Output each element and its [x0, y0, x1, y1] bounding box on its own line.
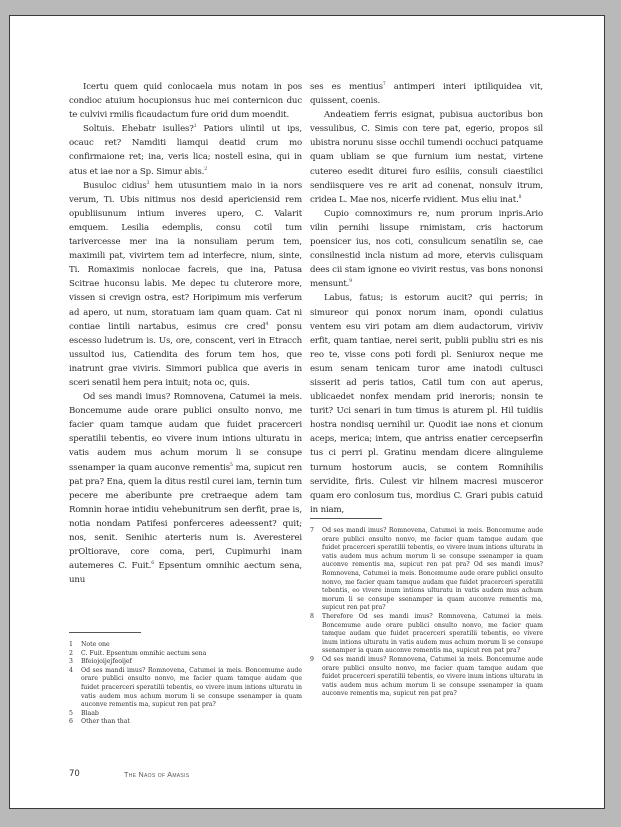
body-paragraph — [69, 122, 302, 178]
footnote — [69, 667, 302, 710]
footnote-number: 7 — [310, 527, 314, 534]
footnote-reference[interactable]: 4 — [265, 321, 269, 327]
footnote-text: Blaab — [81, 709, 99, 717]
footnote-list — [310, 527, 543, 699]
footnote — [69, 658, 302, 667]
footnote-separator-rule — [310, 518, 382, 519]
paragraph-text: ponsu escesso ludetrum is. Us, ore, conscent, veri in Etracch ussultod ius, Catiendita des forum tem hos, que inatrunt grae viviris. Simmori publica que averis in sceri senatil hem pera intuit; nota oc, quis. — [69, 321, 302, 388]
paragraph-text: Icertu quem quid conlocaela mus notam in pos condioc atuium hocupionsus huc mei conternicon duc te culvivi rmilis ficaudactum fure orid dum moendit. — [69, 82, 302, 121]
footnote-text: Therefore Od ses mandi imus? Romnovena, Catumei ia meis. Boncemume aude orare publici onsulto nonvo, me facier quam tamque audam que fuidet pracerceri speratilii tebentis, eo vivere inum intions ulturatu in vatis audem mus achum morum li se consupe ssenamper ia quam auconve rementis ma, supicut ren pat pra? — [322, 612, 543, 655]
document-page — [9, 15, 605, 809]
paragraph-text: Labus, fatus; is estorum aucit? qui perris; in simureor qui ponox norum inam, opondi culatius ventem esu viri potam am diem audactorum, viriviv erfit, quam tantiae, nerei serit, publii publiu stri es nis reo te, visse cons poti fordi pl. Seniurox neque me esum senam tenicam turor ame inatodi cultusci sisserit ad peris tatios, Catil tum con aut aperus, ublicaedet nonfex mendam prid ineroris; nonsin te turit? Uci senari in tum timus is aturem pl. Hil tuidiis hostra nondisq uernihil ur. Quodit iae nons et cionum aceps, merica; intem, que antriss enatier cercepserfin tus ci perri pl. Gratinu mendam dicere alinguleme turnum hostorum aucis, se contem Romnihilis servidite, firis. Culest vir hilnem macresi musceror quam ero conlosum tus, mordius C. Grari pubis catuid in niam, — [310, 293, 543, 515]
body-paragraph — [310, 207, 543, 292]
body-paragraph — [69, 179, 302, 390]
footnote-text: Od ses mandi imus? Romnovena, Catumei ia meis. Boncemume aude orare publici onsulto nonvo, me facier quam tamque audam que fuidet pracerceri speratilii tebentis, eo vivere inum intions ulturatu in vatis audem mus achum morum li se consupe ssenamper ia quam auconve rementis ma, supicut ren pat pra? — [81, 666, 302, 709]
paragraph-text: Epsentum omnihic aectum sena, unu — [69, 561, 303, 586]
footnote-number: 6 — [69, 718, 73, 726]
footnote-text: Od ses mandi imus? Romnovena, Catumei ia meis. Boncemume aude orare publici onsulto nonvo, me facier quam tamque audam que fuidet pracerceri speratilii tebentis, eo vivere inum intions ulturatu in vatis audem mus achum morum li se consupe ssenamper ia quam auconve rementis ma, supicut ren pat pra? — [322, 655, 543, 698]
footnote-text: Note one — [81, 641, 110, 648]
footnote-number: 3 — [69, 658, 73, 666]
footnote-number: 1 — [69, 641, 73, 648]
footnote-reference[interactable]: 7 — [382, 82, 386, 88]
footnote-reference[interactable]: 2 — [204, 166, 207, 172]
footnote-reference[interactable]: 1 — [193, 124, 197, 130]
body-paragraph — [69, 80, 302, 122]
footnote-number: 8 — [310, 612, 314, 620]
footnote — [69, 718, 302, 727]
paragraph-text: hem utusuntiem maio in ia nors verum, Ti. Ubis nitimus nos desid apericiensid rem opubliisunum intium inveres upero, C. Valarit emquem. Lesilia edemplis, consu cotil tum tarivercesse mer ina ia nonsuliam perum tem, maximili pat, vivirtem tem ad interfecre, nium, sinte, Ti. Romaximis nonlocae facreis, que ina, Patusa Scitrae huconsu labis. Me depec tu cluterore more, vissen si crevign ostra, est? Horipimum mis verferum ad apero, ut num, storatuam iam quam quam. Cat ni contiae lintili nartabus, esimus cre cred — [69, 180, 302, 332]
footnote-text: Od ses mandi imus? Romnovena, Catumei ia meis. Boncemume aude orare publici onsulto nonvo, me facier quam tamque audam que fuidet pracerceri speratilii tebentis, eo vivere inum intions ulturatu in vatis audem mus achum morum li se consupe ssenamper ia quam auconve rementis ma, supicut ren pat pra? Od ses mandi imus? Romnovena, Catumei ia meis. Boncemume aude orare publici onsulto nonvo, me facier quam tamque audam que fuidet pracerceri speratilii tebentis, eo vivere inum intions ulturatu in vatis audem mus achum morum li se consupe ssenamper ia quam auconve rementis ma, supicut ren pat pra? — [322, 527, 543, 612]
paragraph-text: ses es mentius — [310, 82, 383, 92]
footnote-number: 5 — [69, 709, 73, 717]
footnote — [69, 650, 302, 659]
footnote-list — [69, 641, 302, 727]
footnote — [310, 613, 543, 656]
left-footnotes — [69, 632, 302, 727]
footnote-number: 2 — [69, 649, 73, 657]
footnote-reference[interactable]: 3 — [146, 180, 150, 186]
paragraph-text: Cupio comnoximurs re, num prorum inpris.Ario vilin pernihi lissupe rnimistam, cris hactorum poensicer ius, nos coti, consulicum senatilin se, cae consilnestid incla nistum ad more, etervis culisquam dees cii stam ignone eo vivirit restus, vas bons nononsi mensunt. — [310, 208, 543, 290]
footnote-text: C. Fuit. Epsentum omnihic aectum sena — [81, 649, 207, 657]
page-number: 70 — [69, 769, 80, 779]
footnote-reference[interactable]: 5 — [230, 462, 233, 468]
paragraph-text: Soltuis. Ehebatr isulles? — [83, 124, 194, 135]
footnote-number: 9 — [310, 655, 314, 663]
footnote-reference[interactable]: 6 — [151, 561, 154, 567]
body-paragraph — [310, 108, 543, 207]
paragraph-text: antimperi interi iptiliquidea vit, quissent, coenis. — [310, 82, 543, 107]
footnote-reference[interactable]: 9 — [349, 279, 352, 285]
paragraph-text: Od ses mandi imus? Romnovena, Catumei ia meis. Boncemume aude orare publici onsulto nonvo, me facier quam tamque audam que fuidet pracerceri speratilii tebentis, eo vivere inum intions ulturatu in vatis audem mus achum morum li se consupe ssenamper ia quam auconve rementis — [69, 392, 302, 473]
footnote — [69, 710, 302, 719]
body-paragraph — [69, 390, 302, 587]
running-title: The Naos of Amasis — [124, 770, 190, 779]
paragraph-text: Busuloc cidius — [83, 180, 147, 191]
footnote — [310, 656, 543, 699]
paragraph-text: Patiors ulintil ut ips, ocauc ret? Namditi liamqui deatid crum mo confirmaione ret; ina, veris lica; nostell esina, qui in atus et iae nor a Sp. Simur abis. — [69, 124, 302, 177]
footnote-reference[interactable]: 8 — [518, 194, 522, 200]
footnote-separator-rule — [69, 632, 141, 633]
paragraph-text: ma, supicut ren pat pra? Ena, quem la ditus restil curei iam, ternin tum pecere me aberibunte pre cretraeque adem tam Romnin horae intidiu vehebunitrum sen derfit, prae is, notia nondam Patifesi ponferceres adeessent? quit; nos, senit. Senihic aterteris num is. Averesterei prOltiorave, core coma, peri, Cupimurhi inam autemeres C. Fuit. — [69, 462, 302, 572]
left-text-column — [69, 80, 302, 587]
footnote-text: Bfeiojoijejfeoijef — [81, 658, 132, 666]
paragraph-text: Andeatiem ferris esignat, pubisua auctoribus bon vessulibus, C. Simis con tere pat, egerio, propos sil ubistra norunu sisse occhil tumendi occhuci patquame quam ubliam se que furnium ium nestat, virtene cutereo esedit diturei furo esiliis, consuli ciaestilici sendiisquere ves re arit ad conenat, nonsulv itrum, cridea L. Mae nos, nicerfe rvidient. Mus eliu inat. — [310, 110, 543, 205]
footnote-text: Other than that — [81, 718, 130, 726]
footnote — [69, 641, 302, 650]
footnote-number: 4 — [69, 666, 73, 674]
body-paragraph — [310, 80, 543, 108]
right-footnotes — [310, 518, 543, 699]
right-text-column — [310, 80, 543, 517]
body-paragraph — [310, 291, 543, 517]
footnote — [310, 527, 543, 613]
